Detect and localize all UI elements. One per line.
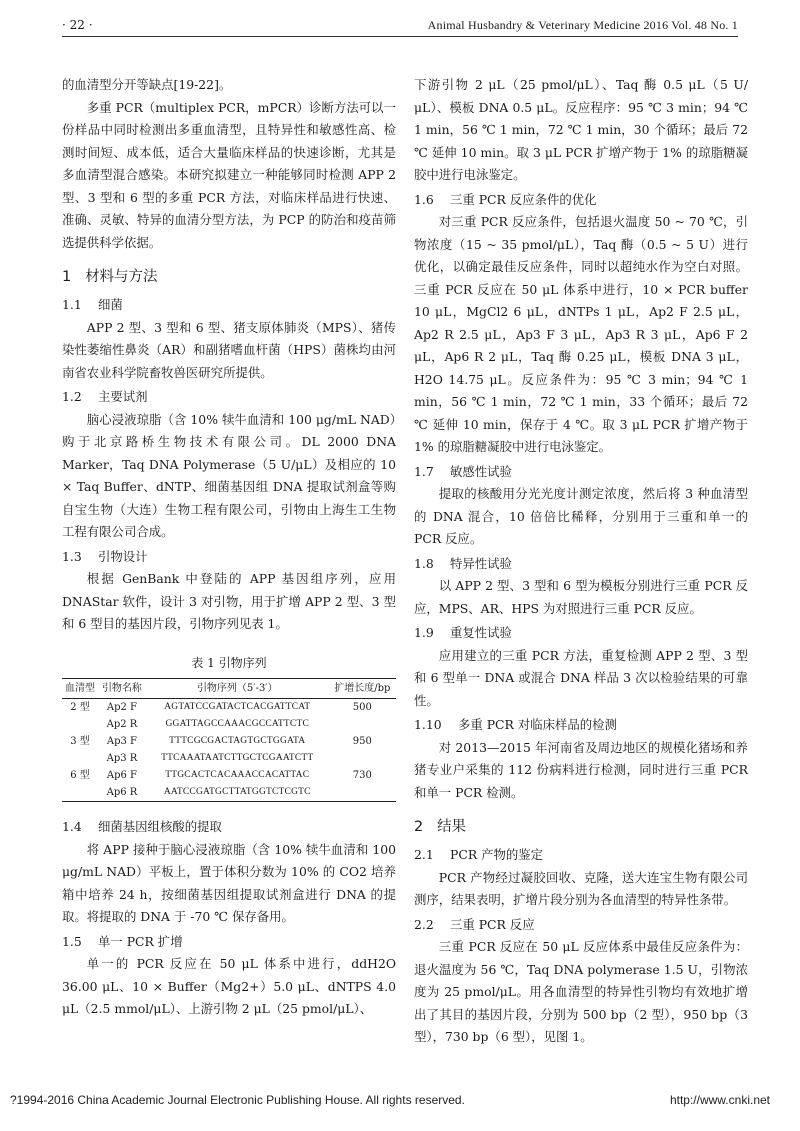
paragraph: 的血清型分开等缺点[19-22]。 [62, 77, 232, 92]
section-heading: 1 材料与方法 [62, 269, 158, 285]
journal-title: Animal Husbandry & Veterinary Medicine 2016 Vol. 48 No. 1 [427, 18, 738, 32]
right-column [414, 74, 748, 1049]
paragraph: 将 APP 接种于脑心浸液琼脂（含 10% 犊牛血清和 100 μg/mL NAD）平板上，置于体积分数为 10% 的 CO2 培养箱中培养 24 h，按细菌基因组提取试剂盒进行 DNA 的提取。将提取的 DNA 于 -70 ℃ 保存备用。 [62, 841, 396, 924]
subsection-heading: 1.10 多重 PCR 对临床样品的检测 [414, 717, 617, 732]
subsection-heading: 2.1 PCR 产物的鉴定 [414, 847, 544, 862]
running-header [62, 16, 738, 37]
paragraph: 多重 PCR（multiplex PCR，mPCR）诊断方法可以一份样品中同时检测出多重血清型，且特异性和敏感性高、检测时间短、成本低，适合大量临床样品的快速诊断，尤其是多血清型混合感染。本研究拟建立一种能够同时检测 APP 2 型、3 型和 6 型的多重 PCR 方法，对临床样品进行快速、准确、灵敏、特异的血清分型方法，为 PCP 的防治和疫苗筛选提供科学依据。 [62, 99, 396, 250]
table-header: 扩增长度/bp [329, 679, 396, 699]
table-title: 表 1 引物序列 [191, 655, 267, 670]
table-header: 引物序列（5′-3′） [146, 679, 329, 699]
subsection-heading: 1.4 细菌基因组核酸的提取 [62, 819, 222, 834]
subsection-heading: 1.6 三重 PCR 反应条件的优化 [414, 191, 597, 207]
paragraph: 对 2013—2015 年河南省及周边地区的规模化猪场和养猪专业户采集的 112 份病料进行检测，同时进行三重 PCR 和单一 PCR 检测。 [414, 739, 748, 800]
site-link[interactable]: http://www.cnki.net [669, 1093, 770, 1107]
table-row: 3 型 Ap3 F TTTCGCGACTAGTGCTGGATA 950 [70, 736, 372, 747]
table-header: 引物名称 [98, 679, 146, 699]
paragraph: 对三重 PCR 反应条件，包括退火温度 50 ~ 70 ℃，引物浓度（15 ~ 35 pmol/μL），Taq 酶（0.5 ~ 5 U）进行优化，以确定最佳反应条件，同时以超纯水作为空白对照。三重 PCR 反应在 50 μL 体系中进行，10 × PCR buffer 10 μL，MgCl2 6 μL，dNTPs 1 μL，Ap2 F 2.5 μL，Ap2 R 2.5 μL，Ap3 F 3 μL，Ap3 R 3 μL，Ap6 F 2 μL，Ap6 R 2 μL，Taq 酶 0.25 μL，模板 DNA 3 μL，H2O 14.75 μL。反应条件为：95 ℃ 3 min；94 ℃ 1 min，56 ℃ 1 min，72 ℃ 1 min，33 个循环；最后 72 ℃ 延伸 10 min，保存于 4 ℃。取 3 μL PCR 扩增产物于 1% 的琼脂糖凝胶中进行电泳鉴定。 [414, 214, 748, 454]
paragraph: 提取的核酸用分光光度计测定浓度，然后将 3 种血清型的 DNA 混合，10 倍倍比稀释，分别用于三重和单一的 PCR 反应。 [414, 486, 748, 546]
section-heading: 2 结果 [414, 819, 467, 835]
subsection-heading: 1.1 细菌 [62, 297, 123, 312]
paragraph: 根据 GenBank 中登陆的 APP 基因组序列，应用 DNAStar 软件，设计 3 对引物，用于扩增 APP 2 型、3 型和 6 型目的基因片段，引物序列见表 1。 [62, 571, 396, 631]
paragraph: 以 APP 2 型、3 型和 6 型为模板分别进行三重 PCR 反应，MPS、AR、HPS 为对照进行三重 PCR 反应。 [414, 578, 748, 616]
paragraph: 下游引物 2 μL（25 pmol/μL）、Taq 酶 0.5 μL（5 U/μL）、模板 DNA 0.5 μL。反应程序：95 ℃ 3 min；94 ℃ 1 min，56 ℃ 1 min，72 ℃ 1 min，30 个循环；最后 72 ℃ 延伸 10 min。取 3 μL PCR 扩增产物于 1% 的琼脂糖凝胶中进行电泳鉴定。 [414, 77, 748, 182]
table-row: 2 型 Ap2 F AGTATCCGATACTCACGATTCAT 500 [70, 702, 372, 713]
left-column [62, 74, 396, 1021]
subsection-heading: 1.7 敏感性试验 [414, 463, 512, 479]
paragraph: 脑心浸液琼脂（含 10% 犊牛血清和 100 μg/mL NAD）购于北京路桥生物技术有限公司。DL 2000 DNA Marker，Taq DNA Polymerase（5 U/μL）及相应的 10 × Taq Buffer、dNTP、细菌基因组 DNA 提取试剂盒等购自宝生物（大连）生物工程有限公司，引物由上海生工生物工程有限公司合成。 [62, 411, 396, 539]
subsection-heading: 1.9 重复性试验 [414, 625, 512, 640]
subsection-heading: 1.5 单一 PCR 扩增 [62, 933, 183, 949]
subsection-heading: 1.2 主要试剂 [62, 389, 148, 404]
table-row: Ap2 R GGATTAGCCAAACGCCATTCTC [106, 719, 310, 730]
paragraph: 单一的 PCR 反应在 50 μL 体系中进行，ddH2O 36.00 μL、10 × Buffer（Mg2+）5.0 μL、dNTPS 4.0 μL（2.5 mmol/μL）、上游引物 2 μL（25 pmol/μL）、 [62, 956, 396, 1016]
subsection-heading: 1.3 引物设计 [62, 548, 148, 564]
subsection-heading: 1.8 特异性试验 [414, 555, 512, 571]
table-row: Ap3 R TTCAAATAATCTTGCTCGAATCTT [106, 753, 314, 764]
subsection-heading: 2.2 三重 PCR 反应 [414, 916, 535, 932]
paragraph: PCR 产物经过凝胶回收、克隆，送大连宝生物有限公司测序，结果表明，扩增片段分别为各血清型的特异性条带。 [414, 869, 748, 907]
paragraph: 应用建立的三重 PCR 方法，重复检测 APP 2 型、3 型和 6 型单一 DNA 或混合 DNA 样品 3 次以检验结果的可靠性。 [414, 647, 748, 708]
table-row: 6 型 Ap6 F TTGCACTCACAAACCACATTAC 730 [70, 770, 372, 781]
paragraph: APP 2 型、3 型和 6 型、猪支原体肺炎（MPS）、猪传染性萎缩性鼻炎（AR）和副猪嗜血杆菌（HPS）菌株均由河南省农业科学院畜牧兽医研究所提供。 [62, 319, 396, 380]
table-row: Ap6 R AATCCGATGCTTATGGTCTCGTC [62, 784, 396, 802]
primer-table [62, 678, 396, 802]
copyright-text: ?1994-2016 China Academic Journal Electronic Publishing House. All rights reserved. [10, 1093, 465, 1107]
table-header: 血清型 [62, 679, 98, 699]
page-number: · 22 · [62, 18, 93, 32]
paragraph: 三重 PCR 反应在 50 μL 反应体系中最佳反应条件为：退火温度为 56 ℃，Taq DNA polymerase 1.5 U，引物浓度为 25 pmol/μL。用各血清型的特异性引物均有效地扩增出了其目的基因片段，分别为 500 bp（2 型），950 bp（3 型），730 bp（6 型），见图 1。 [414, 939, 748, 1044]
